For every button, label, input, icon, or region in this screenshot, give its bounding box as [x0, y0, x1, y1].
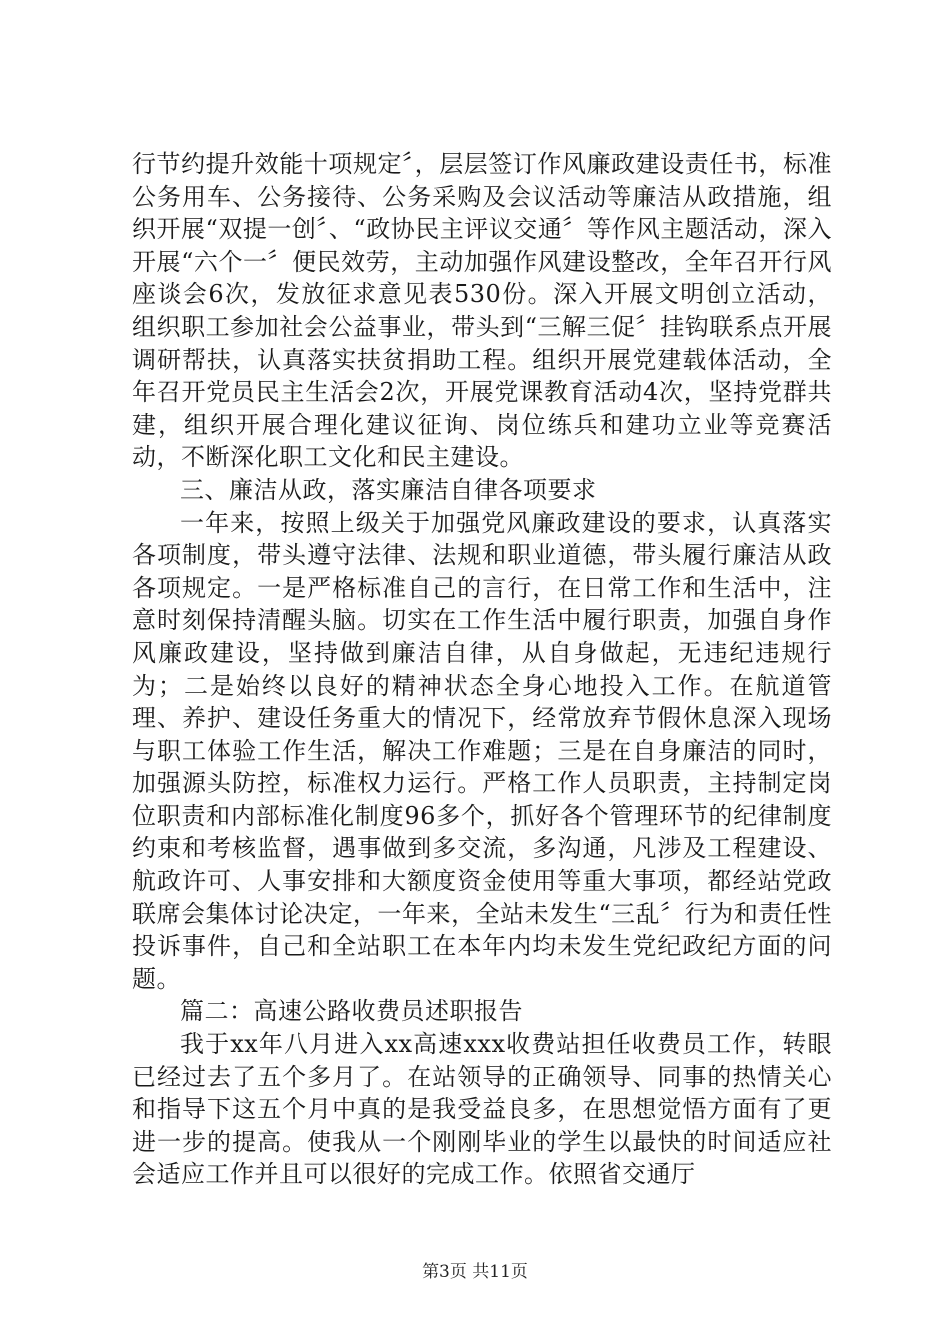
article-title-toll-collector-report: 篇二：高速公路收费员述职报告	[180, 997, 523, 1026]
page-number-footer: 第3页 共11页	[422, 1262, 528, 1282]
paragraph-clean-governance: 一年来，按照上级关于加强党风廉政建设的要求，认真落实各项制度，带头遵守法律、法规和职业道德，带头履行廉洁从政各项规定。一是严格标准自己的言行，在日常工作和生活中，注意时刻保持清醒头脑。切实在工作生活中履行职责，加强自身作风廉政建设，坚持做到廉洁自律，从自身做起，无违纪违规行为；二是始终以良好的精神状态全身心地投入工作。在航道管理、养护、建设任务重大的情况下，经常放弃节假休息深入现场与职工体验工作生活，解决工作难题；三是在自身廉洁的同时，加强源头防控，标准权力运行。严格工作人员职责，主持制定岗位职责和内部标准化制度96多个，抓好各个管理环节的纪律制度约束和考核监督，遇事做到多交流，多沟通，凡涉及工程建设、航政许可、人事安排和大额度资金使用等重大事项，都经站党政联席会集体讨论决定，一年来，全站未发生“三乱〞行为和责任性投诉事件，自己和全站职工在本年内均未发生党纪政纪方面的问题。	[132, 508, 832, 993]
section-heading-clean-governance: 三、廉洁从政，落实廉洁自律各项要求	[180, 475, 597, 504]
document-body	[132, 148, 832, 1191]
paragraph-continuation: 行节约提升效能十项规定〞，层层签订作风廉政建设责任书，标准公务用车、公务接待、公务采购及会议活动等廉洁从政措施，组织开展“双提一创〞、“政协民主评议交通〞等作风主题活动，深入开展“六个一〞便民效劳，主动加强作风建设整改，全年召开行风座谈会6次，发放征求意见表530份。深入开展文明创立活动，组织职工参加社会公益事业，带头到“三解三促〞挂钩联系点开展调研帮扶，认真落实扶贫捐助工程。组织开展党建载体活动，全年召开党员民主生活会2次，开展党课教育活动4次，坚持党群共建，组织开展合理化建议征询、岗位练兵和建功立业等竞赛活动，不断深化职工文化和民主建设。	[132, 150, 832, 472]
paragraph-toll-collector-intro: 我于xx年八月进入xx高速xxx收费站担任收费员工作，转眼已经过去了五个多月了。在站领导的正确领导、同事的热情关心和指导下这五个月中真的是我受益良多，在思想觉悟方面有了更进一步的提高。使我从一个刚刚毕业的学生以最快的时间适应社会适应工作并且可以很好的完成工作。依照省交通厅	[132, 1030, 832, 1189]
